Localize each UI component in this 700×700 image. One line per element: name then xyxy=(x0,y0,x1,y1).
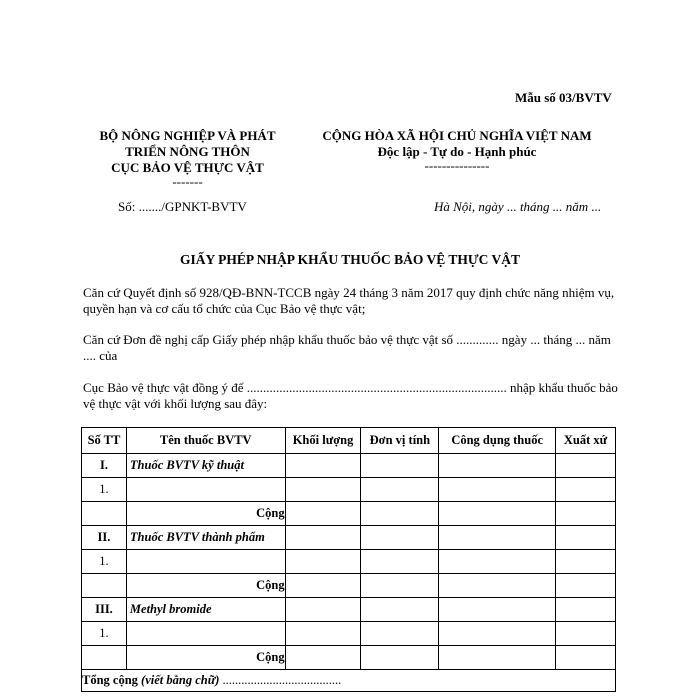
motto: Độc lập - Tự do - Hạnh phúc xyxy=(377,144,537,159)
section-row xyxy=(82,454,616,478)
place-date: Hà Nội, ngày ... tháng ... năm ... xyxy=(434,199,602,214)
item-number: 1. xyxy=(82,622,127,646)
department-name: CỤC BẢO VỆ THỰC VẬT xyxy=(111,160,264,175)
subtotal-row xyxy=(82,646,616,670)
ministry-name xyxy=(85,128,290,188)
form-code: Mẫu số 03/BVTV xyxy=(515,90,612,105)
left-divider: ------- xyxy=(172,174,203,189)
header-unit: Đơn vị tính xyxy=(361,428,439,454)
table-row xyxy=(82,550,616,574)
ministry-line-2: TRIỂN NÔNG THÔN xyxy=(125,144,250,159)
header-quantity: Khối lượng xyxy=(285,428,361,454)
header-origin: Xuất xứ xyxy=(556,428,616,454)
legal-basis-paragraph-2: Căn cứ Đơn đề nghị cấp Giấy phép nhập khẩu thuốc bảo vệ thực vật số ............. ngày ... tháng ... năm .... của xyxy=(83,332,611,363)
section-number: III. xyxy=(82,598,127,622)
approval-paragraph: Cục Bảo vệ thực vật đồng ý để ................................................................................ nhập khẩu thuốc bảo vệ thực vật với khối lượng sau đây: xyxy=(83,380,618,411)
table-header-row xyxy=(82,428,616,454)
section-number: I. xyxy=(82,454,127,478)
right-divider: --------------- xyxy=(424,158,490,173)
republic-name: CỘNG HÒA XÃ HỘI CHỦ NGHĨA VIỆT NAM xyxy=(322,128,592,143)
legal-basis-paragraph-1: Căn cứ Quyết định số 928/QĐ-BNN-TCCB ngày 24 tháng 3 năm 2017 quy định chức năng nhiệm vụ, quyền hạn và cơ cấu tổ chức của Cục Bảo vệ thực vật; xyxy=(83,285,615,316)
header-usage: Công dụng thuốc xyxy=(439,428,556,454)
header-name: Tên thuốc BVTV xyxy=(126,428,285,454)
grand-total-row xyxy=(82,670,616,692)
grand-total-label: Tổng cộng xyxy=(82,673,138,687)
section-name: Thuốc BVTV thành phẩm xyxy=(126,526,285,550)
section-row xyxy=(82,526,616,550)
national-header xyxy=(302,128,612,172)
subtotal-label: Cộng xyxy=(126,502,285,526)
table-row xyxy=(82,478,616,502)
section-number: II. xyxy=(82,526,127,550)
grand-total-hint: (viết bằng chữ) xyxy=(141,673,220,687)
grand-total-dots: ...................................... xyxy=(222,673,342,687)
subtotal-label: Cộng xyxy=(126,646,285,670)
subtotal-row xyxy=(82,574,616,598)
document-title: GIẤY PHÉP NHẬP KHẨU THUỐC BẢO VỆ THỰC VẬT xyxy=(179,252,521,267)
pesticide-table xyxy=(81,427,616,692)
subtotal-label: Cộng xyxy=(126,574,285,598)
document-number: Số: ......./GPNKT-BVTV xyxy=(118,199,247,214)
ministry-line-1: BỘ NÔNG NGHIỆP VÀ PHÁT xyxy=(99,128,276,143)
section-name: Thuốc BVTV kỹ thuật xyxy=(126,454,285,478)
header-no: Số TT xyxy=(82,428,127,454)
section-row xyxy=(82,598,616,622)
item-number: 1. xyxy=(82,478,127,502)
section-name: Methyl bromide xyxy=(126,598,285,622)
table-row xyxy=(82,622,616,646)
subtotal-row xyxy=(82,502,616,526)
item-number: 1. xyxy=(82,550,127,574)
